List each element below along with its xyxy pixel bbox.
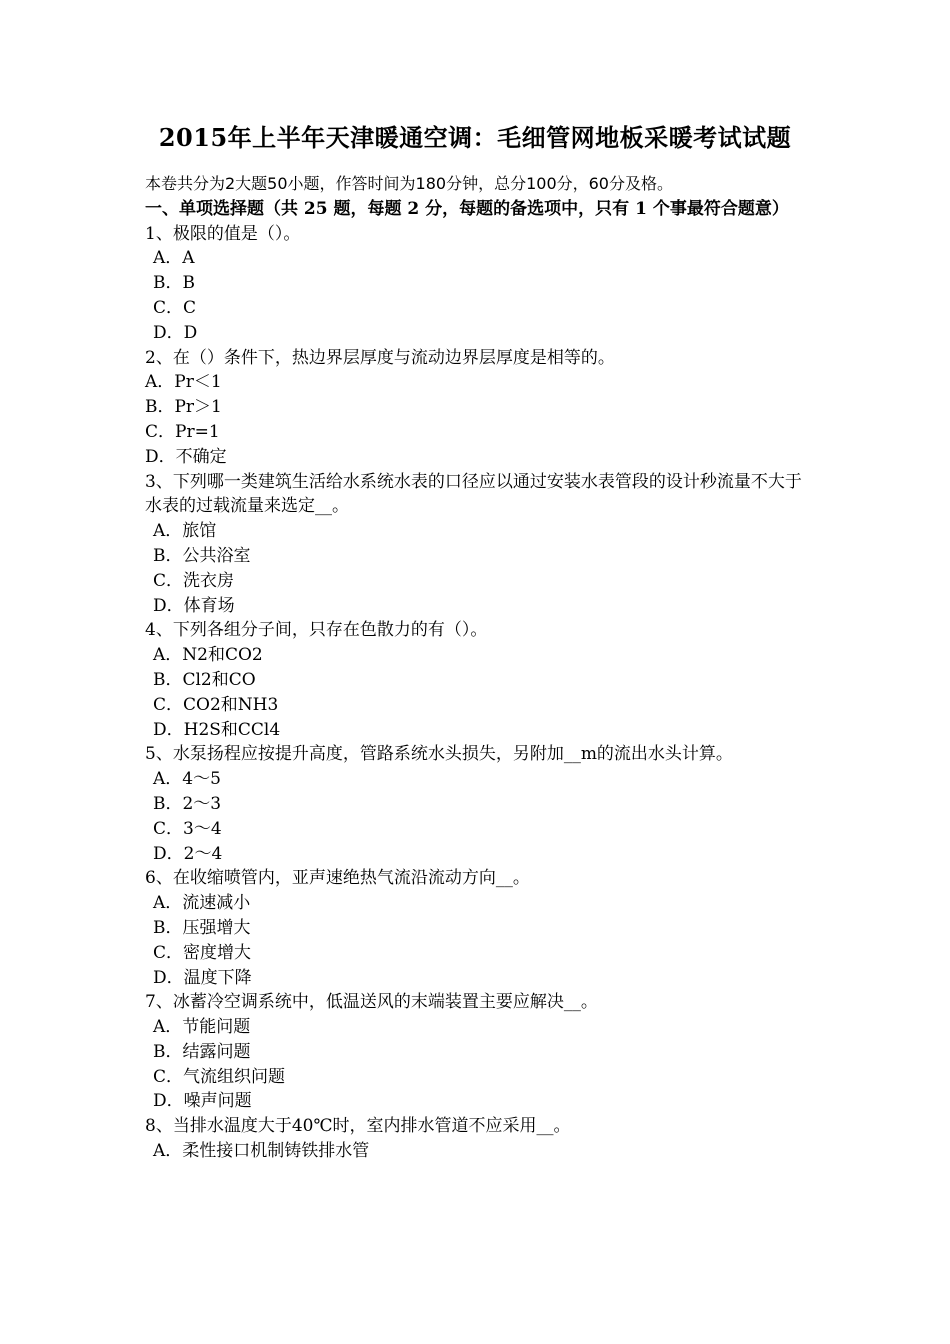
question-5-option-a: A．4～5 — [153, 769, 221, 790]
question-4-option-b: B．Cl2和CO — [153, 669, 256, 690]
exam-intro: 本卷共分为2大题50小题，作答时间为180分钟，总分100分，60分及格。 — [145, 174, 673, 193]
question-2-option-a: A．Pr＜1 — [145, 372, 222, 393]
question-6-option-c: C．密度增大 — [153, 942, 252, 963]
question-5-option-d: D．2～4 — [153, 843, 223, 864]
question-7: 7、冰蓄冷空调系统中，低温送风的末端装置主要应解决__。 — [145, 992, 598, 1013]
question-1: 1、极限的值是（）。 — [145, 223, 301, 244]
question-3-option-a: A．旅馆 — [153, 521, 217, 542]
question-3-option-c: C．洗衣房 — [153, 570, 235, 591]
question-7-option-b: B．结露问题 — [153, 1041, 251, 1062]
question-7-option-a: A．节能问题 — [153, 1017, 251, 1038]
question-8: 8、当排水温度大于40℃时，室内排水管道不应采用__。 — [145, 1116, 571, 1137]
question-3: 3、下列哪一类建筑生活给水系统水表的口径应以通过安装水表管段的设计秒流量不大于水表的过载流量来选定__。 — [145, 471, 802, 517]
question-7-option-c: C．气流组织问题 — [153, 1066, 286, 1087]
document-body — [145, 172, 815, 1164]
question-1-option-d: D．D — [153, 322, 198, 343]
question-8-option-a: A．柔性接口机制铸铁排水管 — [153, 1141, 370, 1162]
question-6: 6、在收缩喷管内，亚声速绝热气流沿流动方向__。 — [145, 868, 530, 889]
question-1-option-a: A．A — [153, 248, 195, 269]
question-6-option-b: B．压强增大 — [153, 917, 251, 938]
document-title: 2015年上半年天津暖通空调：毛细管网地板采暖考试试题 — [158, 123, 792, 152]
question-6-option-d: D．温度下降 — [153, 967, 252, 988]
question-2: 2、在（）条件下，热边界层厚度与流动边界层厚度是相等的。 — [145, 347, 615, 368]
question-2-option-c: C．Pr=1 — [145, 421, 220, 442]
question-1-option-c: C．C — [153, 297, 197, 318]
section-heading: 一、单项选择题（共 25 题，每题 2 分，每题的备选项中，只有 1 个事最符合题意） — [145, 198, 789, 219]
question-3-option-b: B．公共浴室 — [153, 545, 251, 566]
question-5-option-b: B．2～3 — [153, 793, 222, 814]
question-4-option-d: D．H2S和CCl4 — [153, 719, 281, 740]
question-5: 5、水泵扬程应按提升高度，管路系统水头损失，另附加__m的流出水头计算。 — [145, 744, 733, 765]
question-4: 4、下列各组分子间，只存在色散力的有（）。 — [145, 620, 488, 641]
question-5-option-c: C．3～4 — [153, 818, 222, 839]
question-2-option-b: B．Pr＞1 — [145, 397, 222, 418]
question-1-option-b: B．B — [153, 273, 195, 294]
question-4-option-c: C．CO2和NH3 — [153, 694, 279, 715]
question-6-option-a: A．流速减小 — [153, 893, 251, 914]
question-3-option-d: D．体育场 — [153, 595, 235, 616]
question-7-option-d: D．噪声问题 — [153, 1091, 252, 1112]
question-4-option-a: A．N2和CO2 — [153, 645, 263, 666]
question-2-option-d: D．不确定 — [145, 446, 227, 467]
